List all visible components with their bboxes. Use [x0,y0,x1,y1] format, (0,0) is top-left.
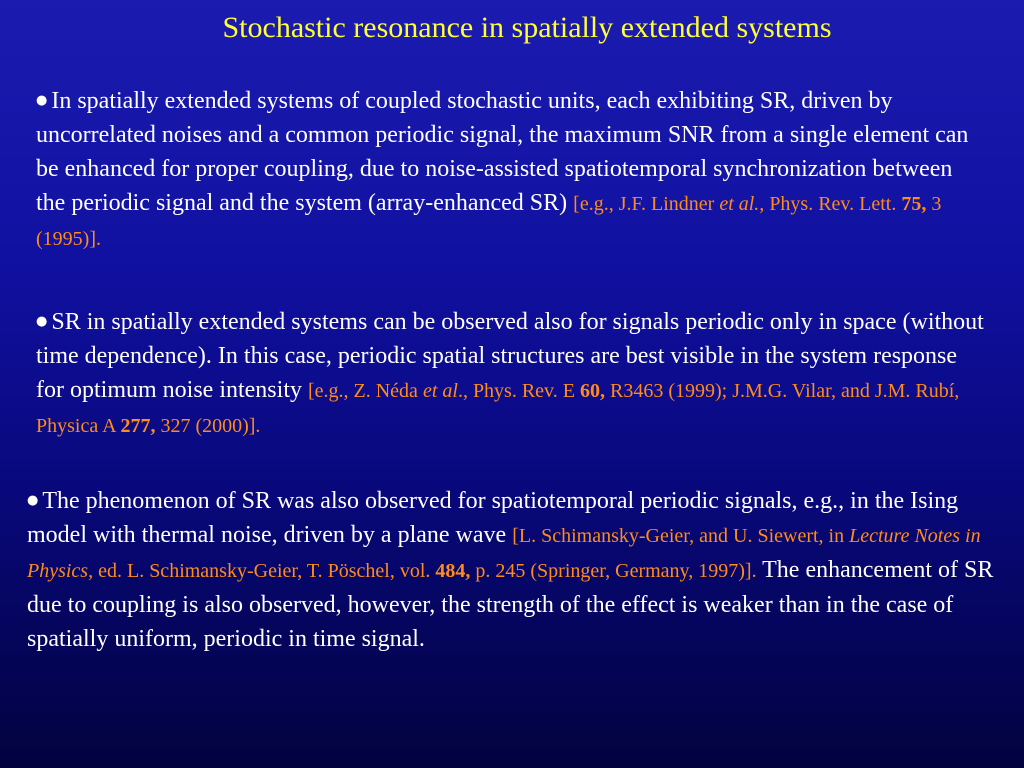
paragraph-spatiotemporal-signals [27,484,1002,656]
paragraph-array-enhanced-sr [36,84,986,256]
reference-volume: 75, [901,193,927,215]
reference-volume: 60, [579,380,605,402]
reference-part: 3 (1995)]. [36,193,942,250]
bullet-icon: ● [36,93,48,108]
reference-part: [e.g., Z. Néda [307,380,423,402]
reference-part: R3463 (1999); J.M.G. Vilar, and J.M. Rubí, Physica A [36,380,960,437]
reference-part: 327 (2000)]. [155,415,261,437]
reference-part: Phys. Rev. Lett. [764,193,902,215]
slide-title: Stochastic resonance in spatially extended systems [222,11,832,44]
reference-volume: 484, [435,560,471,582]
paragraph-text-continued: The enhancement of SR due to coupling is also observed, however, the strength of the effect is weaker than in the case of spatially uniform, periodic in time signal. [27,557,994,652]
paragraph-spatial-signals [36,305,986,443]
paragraph-text: The phenomenon of SR was also observed for spatiotemporal periodic signals, e.g., in the Ising model with thermal noise, driven by a plane wave [27,488,959,548]
reference-italic: et al., [719,193,765,215]
bullet-icon: ● [36,314,48,329]
reference-part: ed. L. Schimansky-Geier, T. Pöschel, vol. [93,560,436,582]
reference-volume: 277, [120,415,156,437]
paragraph-text: In spatially extended systems of coupled stochastic units, each exhibiting SR, driven by uncorrelated noises and a common periodic signal, the maximum SNR from a single element can be enhanced for proper coupling, due to noise-assisted spatiotemporal synchronization between the periodic signal and the system (array-enhanced SR) [36,88,969,216]
reference-italic: et al [422,380,458,402]
reference-part: ., Phys. Rev. E [457,380,580,402]
reference-part: p. 245 (Springer, Germany, 1997)]. [470,560,757,582]
reference-part: [L. Schimansky-Geier, and U. Siewert, in [512,525,850,547]
reference-part: [e.g., J.F. Lindner [573,193,720,215]
paragraph-text: SR in spatially extended systems can be observed also for signals periodic only in space (without time dependence). In this case, periodic spatial structures are best visible in the system response for optimum noise intensity [36,309,984,403]
reference-italic: Lecture Notes in Physics, [27,525,981,582]
bullet-icon: ● [27,493,39,508]
